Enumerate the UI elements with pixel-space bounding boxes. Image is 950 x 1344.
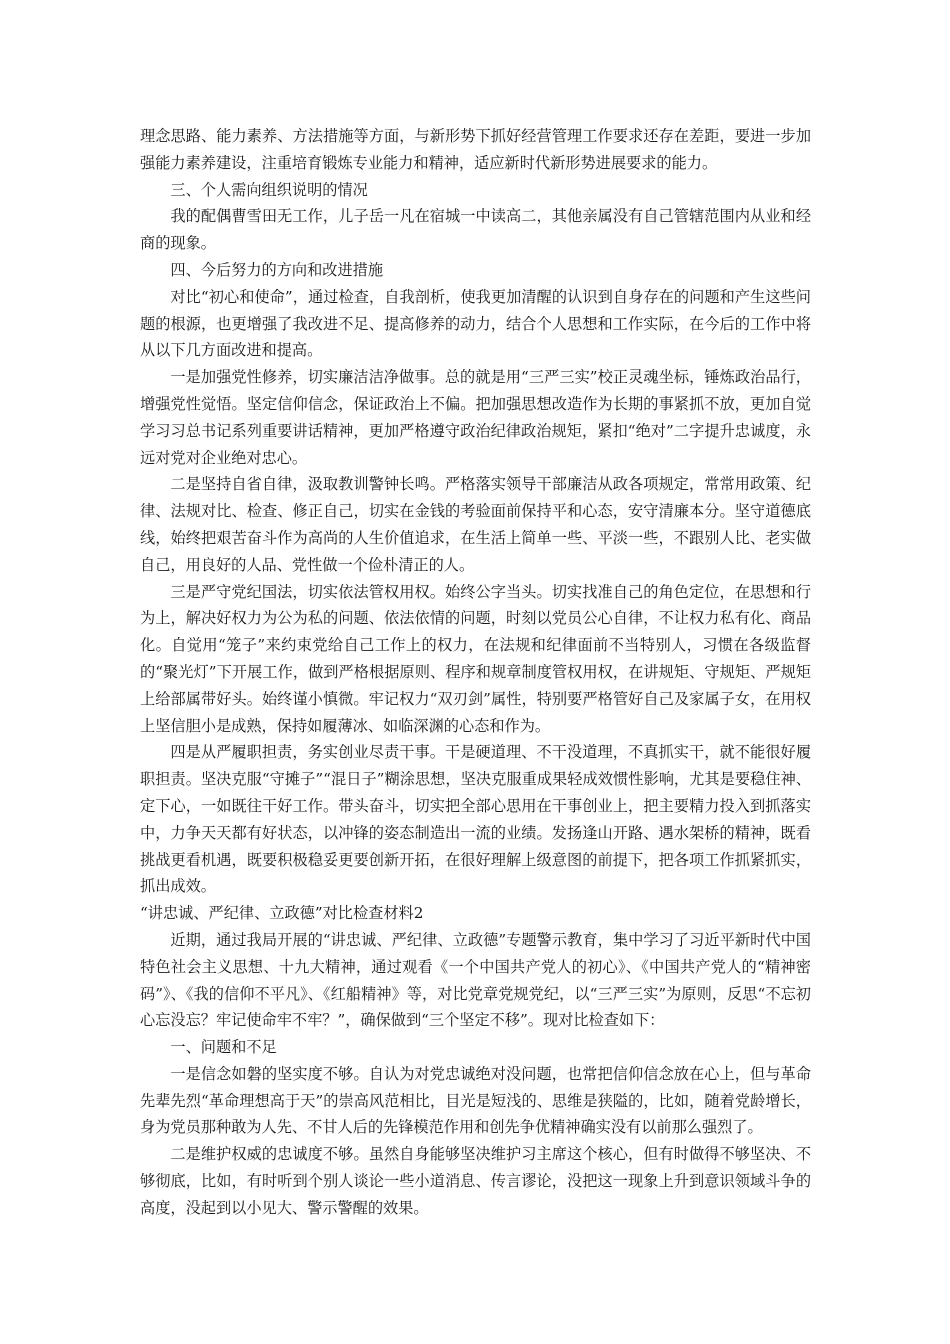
paragraph: 近期，通过我局开展的“讲忠诚、严纪律、立政德”专题警示教育，集中学习了习近平新时代中国特色社会主义思想、十九大精神，通过观看《一个中国共产党人的初心》、《中国共产党人的“精神密码”》、《我的信仰不平凡》、《红船精神》等，对比党章党规党纪，以“三严三实”为原则，反思“不忘初心忘没忘？牢记使命牢不牢？”，确保做到“三个坚定不移”。现对比检查如下： — [140, 930, 811, 1030]
section-heading: 三、个人需向组织说明的情况 — [170, 180, 368, 199]
paragraph: 一是加强党性修养，切实廉洁洁净做事。总的就是用“三严三实”校正灵魂坐标，锤炼政治品行，增强党性觉悟。坚定信仰信念，保证政治上不偏。把加强思想改造作为长期的事紧抓不放，更加自觉学习习总书记系列重要讲话精神，更加严格遵守政治纪律政治规矩，紧扣“绝对”二字提升忠诚度，永远对党对企业绝对忠心。 — [140, 368, 811, 467]
paragraph: 四是从严履职担责，务实创业尽责干事。干是硬道理、不干没道理，不真抓实干，就不能很好履职担责。坚决克服“守摊子”“混日子”糊涂思想，坚决克服重成果轻成效惯性影响，尤其是要稳住神、定下心，一如既往干好工作。带头奋斗，切实把全部心思用在干事创业上，把主要精力投入到抓落实中，力争天天都有好状态，以冲锋的姿态制造出一流的业绩。发扬逢山开路、遇水架桥的精神，既看挑战更看机遇，既要积极稳妥更要创新开拓，在很好理解上级意图的前提下，把各项工作抓紧抓实，抓出成效。 — [140, 743, 811, 896]
section-heading: 一、问题和不足 — [170, 1038, 277, 1057]
paragraph: 对比“初心和使命”，通过检查，自我剖析，使我更加清醒的认识到自身存在的问题和产生这些问题的根源，也更增强了我改进不足、提高修养的动力，结合个人思想和工作实际，在今后的工作中将从以下几方面改进和提高。 — [140, 287, 811, 360]
document-title: “讲忠诚、严纪律、立政德”对比检查材料2 — [140, 904, 424, 923]
paragraph: 二是坚持自省自律，汲取教训警钟长鸣。严格落实领导干部廉洁从政各项规定，常常用政策、纪律、法规对比、检查、修正自己，切实在金钱的考验面前保持平和心态，安守清廉本分。坚守道德底线，始终把艰苦奋斗作为高尚的人生价值追求，在生活上简单一些、平淡一些，不跟别人比、老实做自己，用良好的人品、党性做一个俭朴清正的人。 — [140, 475, 811, 574]
paragraph: 三是严守党纪国法，切实依法管权用权。始终公字当头。切实找准自己的角色定位，在思想和行为上，解决好权力为公为私的问题、依法依情的问题，时刻以党员公心自律，不让权力私有化、商品化。自觉用“笼子”来约束党给自己工作上的权力，在法规和纪律面前不当特别人，习惯在各级监督的“聚光灯”下开展工作，做到严格根据原则、程序和规章制度管权用权，在讲规矩、守规矩、严规矩上给部属带好头。始终谨小慎微。牢记权力“双刃剑”属性，特别要严格管好自己及家属子女，在用权上坚信胆小是成熟，保持如履薄冰、如临深渊的心态和作为。 — [140, 582, 811, 735]
section-heading: 四、今后努力的方向和改进措施 — [170, 260, 384, 279]
paragraph: 一是信念如磐的坚实度不够。自认为对党忠诚绝对没问题，也常把信仰信念放在心上，但与革命先辈先烈“革命理想高于天”的崇高风范相比，目光是短浅的、思维是狭隘的，比如，随着党龄增长，身为党员那种敢为人先、不甘人后的先锋模范作用和创先争优精神确实没有以前那么强烈了。 — [140, 1064, 811, 1137]
paragraph: 我的配偶曹雪田无工作，儿子岳一凡在宿城一中读高二，其他亲属没有自己管辖范围内从业和经商的现象。 — [140, 207, 811, 253]
document-body — [140, 123, 811, 1222]
paragraph: 二是维护权威的忠诚度不够。虽然自身能够坚决维护习主席这个核心，但有时做得不够坚决、不够彻底，比如，有时听到个别人谈论一些小道消息、传言谬论，没把这一现象上升到意识领域斗争的高度，没起到以小见大、警示警醒的效果。 — [140, 1145, 811, 1217]
paragraph: 理念思路、能力素养、方法措施等方面，与新形势下抓好经营管理工作要求还存在差距，要进一步加强能力素养建设，注重培育锻炼专业能力和精神，适应新时代新形势进展要求的能力。 — [140, 127, 811, 172]
